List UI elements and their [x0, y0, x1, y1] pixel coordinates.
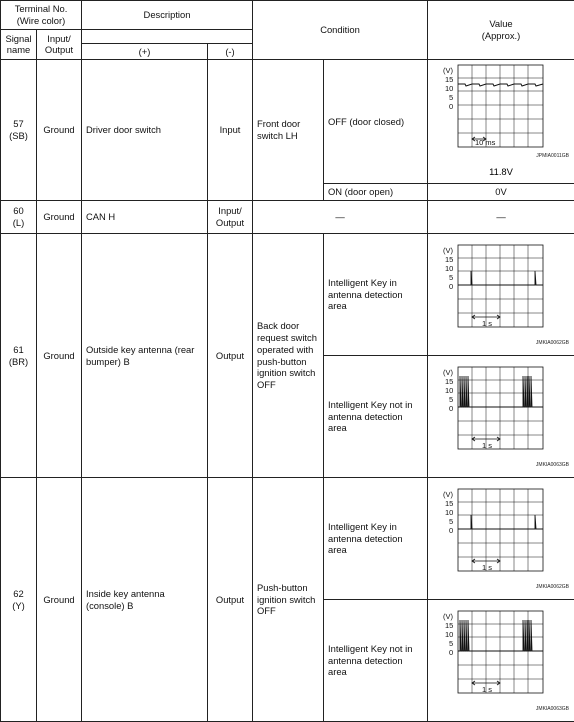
y-tick-0: 0 — [449, 648, 453, 657]
value-60: — — [428, 201, 574, 234]
terminal-57: 57 (SB) — [1, 60, 37, 201]
signal-62: Inside key antenna (console) B — [82, 478, 208, 722]
y-tick-15: 15 — [445, 621, 453, 630]
ground-57: Ground — [37, 60, 82, 201]
waveform-pulse-burst — [431, 609, 571, 713]
state-62-in: Intelligent Key in antenna detection area — [324, 478, 428, 600]
ground-62: Ground — [37, 478, 82, 722]
minus-header: (-) — [208, 43, 253, 60]
condition-60: — — [253, 201, 428, 234]
io-57: Input — [208, 60, 253, 201]
y-tick-0: 0 — [449, 102, 453, 111]
time-label: 10 ms — [475, 138, 496, 147]
waveform-single-pulse — [431, 487, 571, 591]
time-label: 1 s — [482, 441, 492, 450]
y-tick-15: 15 — [445, 75, 453, 84]
y-unit-label: (V) — [443, 246, 454, 255]
signal-60: CAN H — [82, 201, 208, 234]
y-unit-label: (V) — [443, 612, 454, 621]
waveform-single-pulse — [431, 243, 571, 347]
figure-code: JPMIA0011GB — [536, 153, 569, 159]
figure-code: JMKIA0063GB — [536, 706, 570, 712]
y-tick-5: 5 — [449, 273, 453, 282]
figure-code: JMKIA0063GB — [536, 462, 570, 468]
y-tick-5: 5 — [449, 517, 453, 526]
ground-61: Ground — [37, 234, 82, 478]
io-60: Input/ Output — [208, 201, 253, 234]
y-tick-10: 10 — [445, 84, 453, 93]
y-tick-15: 15 — [445, 377, 453, 386]
io-61: Output — [208, 234, 253, 478]
value-61-in — [428, 234, 574, 356]
state-57-on: ON (door open) — [324, 184, 428, 201]
signal-name-header: Signal name — [1, 29, 37, 60]
waveform-10ms — [431, 63, 571, 181]
description-header: Description — [82, 1, 253, 30]
signal-57: Driver door switch — [82, 60, 208, 201]
y-tick-5: 5 — [449, 93, 453, 102]
y-tick-0: 0 — [449, 282, 453, 291]
state-61-out: Intelligent Key not in antenna detection area — [324, 356, 428, 478]
terminal-61: 61 (BR) — [1, 234, 37, 478]
condition-header: Condition — [253, 1, 428, 60]
y-unit-label: (V) — [443, 66, 454, 75]
state-57-off: OFF (door closed) — [324, 60, 428, 184]
value-header: Value (Approx.) — [428, 1, 574, 60]
y-unit-label: (V) — [443, 368, 454, 377]
y-tick-10: 10 — [445, 508, 453, 517]
io-62: Output — [208, 478, 253, 722]
ground-60: Ground — [37, 201, 82, 234]
figure-code: JMKIA0062GB — [536, 340, 570, 346]
state-61-in: Intelligent Key in antenna detection area — [324, 234, 428, 356]
y-tick-0: 0 — [449, 526, 453, 535]
condition-57: Front door switch LH — [253, 60, 324, 201]
y-tick-10: 10 — [445, 630, 453, 639]
terminal-no-header: Terminal No. (Wire color) — [1, 1, 82, 30]
value-57-off — [428, 60, 574, 184]
figure-code: JMKIA0062GB — [536, 584, 570, 590]
input-output-header: Input/ Output — [37, 29, 82, 60]
time-label: 1 s — [482, 563, 492, 572]
time-label: 1 s — [482, 319, 492, 328]
value-57-on: 0V — [428, 184, 574, 201]
value-62-out — [428, 600, 574, 722]
state-62-out: Intelligent Key not in antenna detection area — [324, 600, 428, 722]
time-label: 1 s — [482, 685, 492, 694]
plus-header: (+) — [82, 43, 208, 60]
y-tick-10: 10 — [445, 264, 453, 273]
terminal-60: 60 (L) — [1, 201, 37, 234]
condition-61: Back door request switch operated with push-button ignition switch OFF — [253, 234, 324, 478]
y-tick-5: 5 — [449, 395, 453, 404]
condition-62: Push-button ignition switch OFF — [253, 478, 324, 722]
value-reading: 11.8V — [489, 166, 514, 177]
value-61-out — [428, 356, 574, 478]
waveform-pulse-burst — [431, 365, 571, 469]
value-62-in — [428, 478, 574, 600]
y-tick-0: 0 — [449, 404, 453, 413]
y-tick-5: 5 — [449, 639, 453, 648]
y-tick-10: 10 — [445, 386, 453, 395]
y-unit-label: (V) — [443, 490, 454, 499]
terminal-62: 62 (Y) — [1, 478, 37, 722]
y-tick-15: 15 — [445, 499, 453, 508]
y-tick-15: 15 — [445, 255, 453, 264]
signal-61: Outside key antenna (rear bumper) B — [82, 234, 208, 478]
